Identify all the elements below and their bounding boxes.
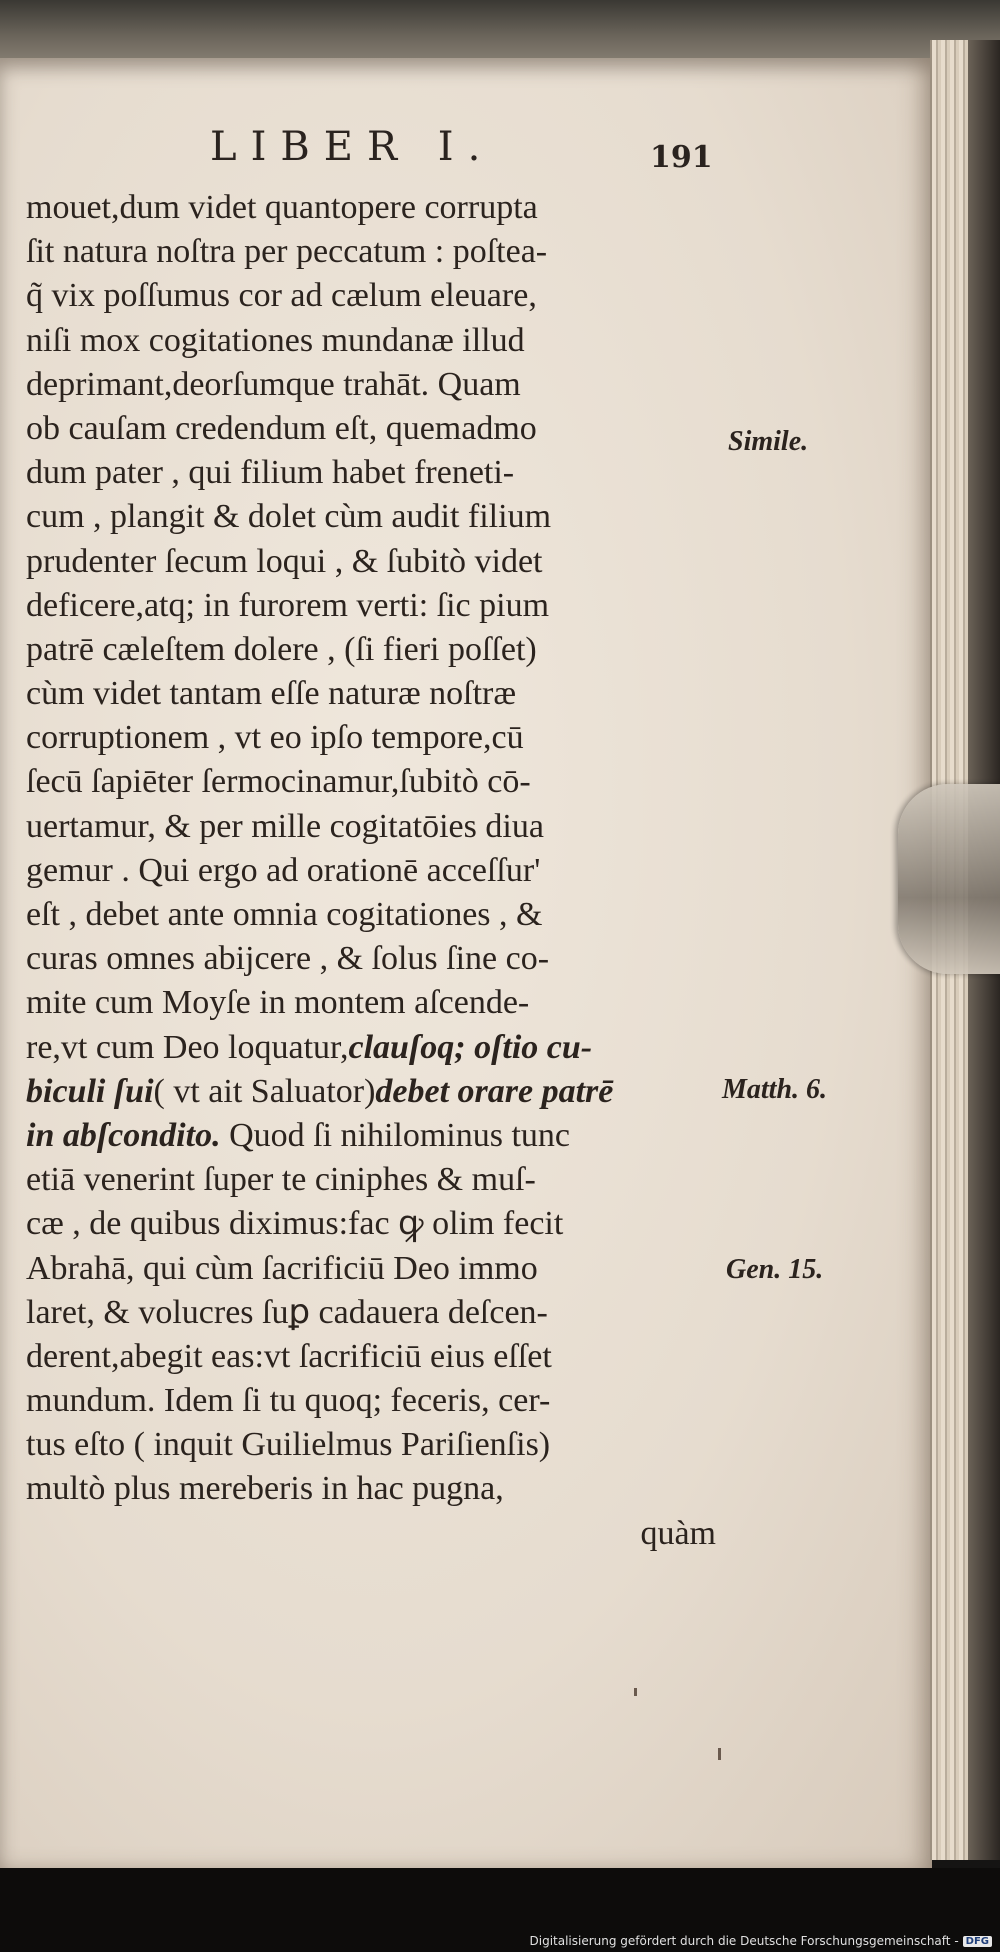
margin-note-matth: Matth. 6. <box>722 1074 828 1105</box>
text-line <box>26 1114 726 1158</box>
italic-text: biculi ſui <box>26 1072 154 1110</box>
text-line: cùm videt tantam eſſe naturæ noſtræ <box>26 675 517 713</box>
text-line: tus eſto ( inquit Guilielmus Pariſienſis) <box>26 1426 551 1464</box>
text-line: uertamur, & per mille cogitatōies diua <box>26 807 544 845</box>
margin-note-gen: Gen. 15. <box>726 1254 824 1285</box>
text-line: mouet,dum videt quantopere corrupta <box>26 189 538 226</box>
text-line: deficere,atq; in furorem verti: ſic pium <box>26 586 550 624</box>
credit-text: Digitalisierung gefördert durch die Deutsche Forschungsgemeinschaft - <box>529 1934 959 1948</box>
text-line: deprimant,deorſumque trahāt. Quam <box>26 365 521 403</box>
ink-mark <box>718 1748 721 1760</box>
text-line: ob cauſam credendum eſt, quemadmo <box>26 409 537 447</box>
page-number: 191 <box>650 140 713 175</box>
italic-text: debet orare patrē <box>375 1072 614 1110</box>
text-line <box>26 1070 726 1114</box>
text-line: corruptionem , vt eo ipſo tempore,cū <box>26 719 524 757</box>
book-top-edge <box>0 0 1000 66</box>
text-segment: ( vt ait Saluator) <box>153 1072 376 1110</box>
text-line: laret, & volucres ſuꝑ cadauera deſcen- <box>26 1293 548 1331</box>
dfg-logo: DFG <box>963 1936 992 1947</box>
text-line: quàm <box>640 1514 716 1552</box>
text-line <box>26 1026 726 1070</box>
text-line: ſecū ſapiēter ſermocinamur,ſubitò cō- <box>26 763 531 801</box>
ink-mark <box>634 1688 637 1696</box>
text-line: cæ , de quibus diximus:fac ꝙ olim fecit <box>26 1205 564 1243</box>
text-line: q̃ vix poſſumus cor ad cælum eleuare, <box>26 277 537 315</box>
text-segment: re,vt cum Deo loquatur, <box>26 1028 349 1066</box>
text-line: niſi mox cogitationes mundanæ illud <box>26 321 525 359</box>
text-line: patrē cæleſtem dolere , (ſi fieri poſſet) <box>26 630 537 668</box>
margin-note-simile: Simile. <box>728 426 809 457</box>
text-line: cum , plangit & dolet cùm audit filium <box>26 498 552 536</box>
text-line: eſt , debet ante omnia cogitationes , & <box>26 896 543 933</box>
text-line: Abrahā, qui cùm ſacrificiū Deo immo <box>26 1249 538 1287</box>
text-line: mundum. Idem ſi tu quoq; feceris, cer- <box>26 1382 551 1420</box>
text-line: etiā venerint ſuper te ciniphes & muſ- <box>26 1161 536 1199</box>
text-line: mite cum Moyſe in montem aſcende- <box>26 984 530 1022</box>
text-line: multò plus mereberis in hac pugna, <box>26 1470 504 1508</box>
running-title: LIBER I. <box>210 124 495 170</box>
bookmark-clip <box>898 784 1000 974</box>
text-line: gemur . Qui ergo ad orationē acceſſur' <box>26 851 541 889</box>
text-line: curas omnes abijcere , & ſolus ſine co- <box>26 940 550 978</box>
body-text <box>26 186 726 1556</box>
italic-text: in abſcondito. <box>26 1116 221 1154</box>
digitization-credit <box>530 1934 993 1948</box>
text-line: dum pater , qui filium habet freneti- <box>26 454 515 492</box>
text-line: prudenter ſecum loqui , & ſubitò videt <box>26 542 543 580</box>
text-segment: Quod ſi nihilominus tunc <box>220 1116 571 1154</box>
text-line: ſit natura noſtra per peccatum : poſtea- <box>26 233 548 271</box>
italic-text: clauſoq; oſtio cu- <box>348 1028 593 1066</box>
text-line: derent,abegit eas:vt ſacrificiū eius eſſet <box>26 1337 552 1375</box>
